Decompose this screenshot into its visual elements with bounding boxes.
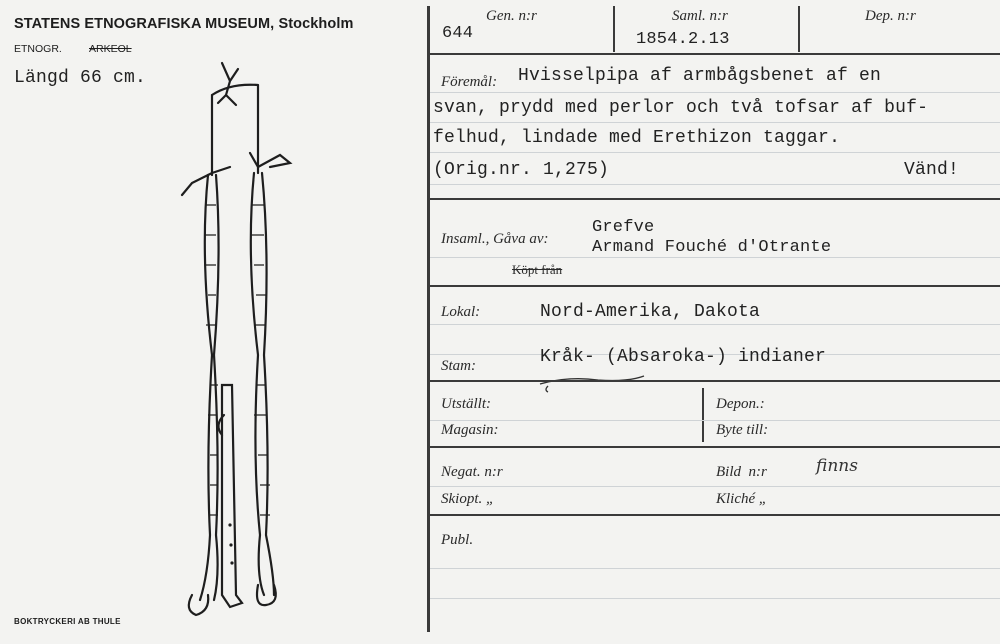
rule-utstallt <box>430 380 1000 382</box>
saml-value: 1854.2.13 <box>636 30 730 49</box>
donor-name: Armand Fouché d'Otrante <box>592 238 832 257</box>
foremal-line-4: (Orig.nr. 1,275) <box>433 160 610 180</box>
lokal-label: Lokal: <box>441 304 481 320</box>
gen-label: Gen. n:r <box>486 8 537 24</box>
foremal-line-1: Hvisselpipa af armbågsbenet af en <box>518 66 882 86</box>
bild-value: finns <box>816 456 858 476</box>
donor-title: Grefve <box>592 218 655 237</box>
arkeol-struck: ARKEOL <box>89 43 132 55</box>
rule-insaml <box>430 198 1000 200</box>
stam-label: Stam: <box>441 358 476 374</box>
col-divider-2 <box>798 6 800 52</box>
rule-negat <box>430 446 1000 448</box>
byte-label: Byte till: <box>716 422 769 438</box>
col-divider-1 <box>613 6 615 52</box>
saml-label: Saml. n:r <box>672 8 728 24</box>
museum-name: STATENS ETNOGRAFISKA MUSEUM, Stockholm <box>14 16 354 32</box>
rule-top <box>430 53 1000 55</box>
printer-imprint: BOKTRYCKERI AB THULE <box>14 617 121 626</box>
gen-value: 644 <box>442 24 474 43</box>
lokal-value: Nord-Amerika, Dakota <box>540 302 761 322</box>
rule-publ <box>430 514 1000 516</box>
dep-label: Dep. n:r <box>865 8 916 24</box>
magasin-label: Magasin: <box>441 422 499 438</box>
kopt-struck: Köpt från <box>512 262 563 277</box>
utstallt-label: Utställt: <box>441 396 492 412</box>
bild-label: Bild n:r <box>716 464 767 480</box>
depon-label: Depon.: <box>716 396 765 412</box>
rule-lokal <box>430 285 1000 287</box>
whistle-drawing <box>170 55 310 620</box>
kliche-label: Kliché „ <box>716 491 768 507</box>
turn-over-note: Vänd! <box>904 160 960 180</box>
foremal-line-3: felhud, lindade med Erethizon taggar. <box>433 128 841 148</box>
etnogr-label: ETNOGR. <box>14 43 62 55</box>
negat-label: Negat. n:r <box>441 464 503 480</box>
panel-divider <box>427 6 430 632</box>
stam-value: Kråk- (Absaroka-) indianer <box>540 347 827 367</box>
underline-scribble <box>538 370 648 394</box>
insaml-label: Insaml., Gåva av: <box>441 231 549 247</box>
col-divider-3 <box>702 388 704 442</box>
foremal-line-2: svan, prydd med perlor och två tofsar af buf- <box>433 98 929 118</box>
publ-label: Publ. <box>441 532 474 548</box>
skiopt-label: Skiopt. „ <box>441 491 495 507</box>
foremal-label: Föremål: <box>441 74 498 90</box>
length-note: Längd 66 cm. <box>14 68 147 88</box>
